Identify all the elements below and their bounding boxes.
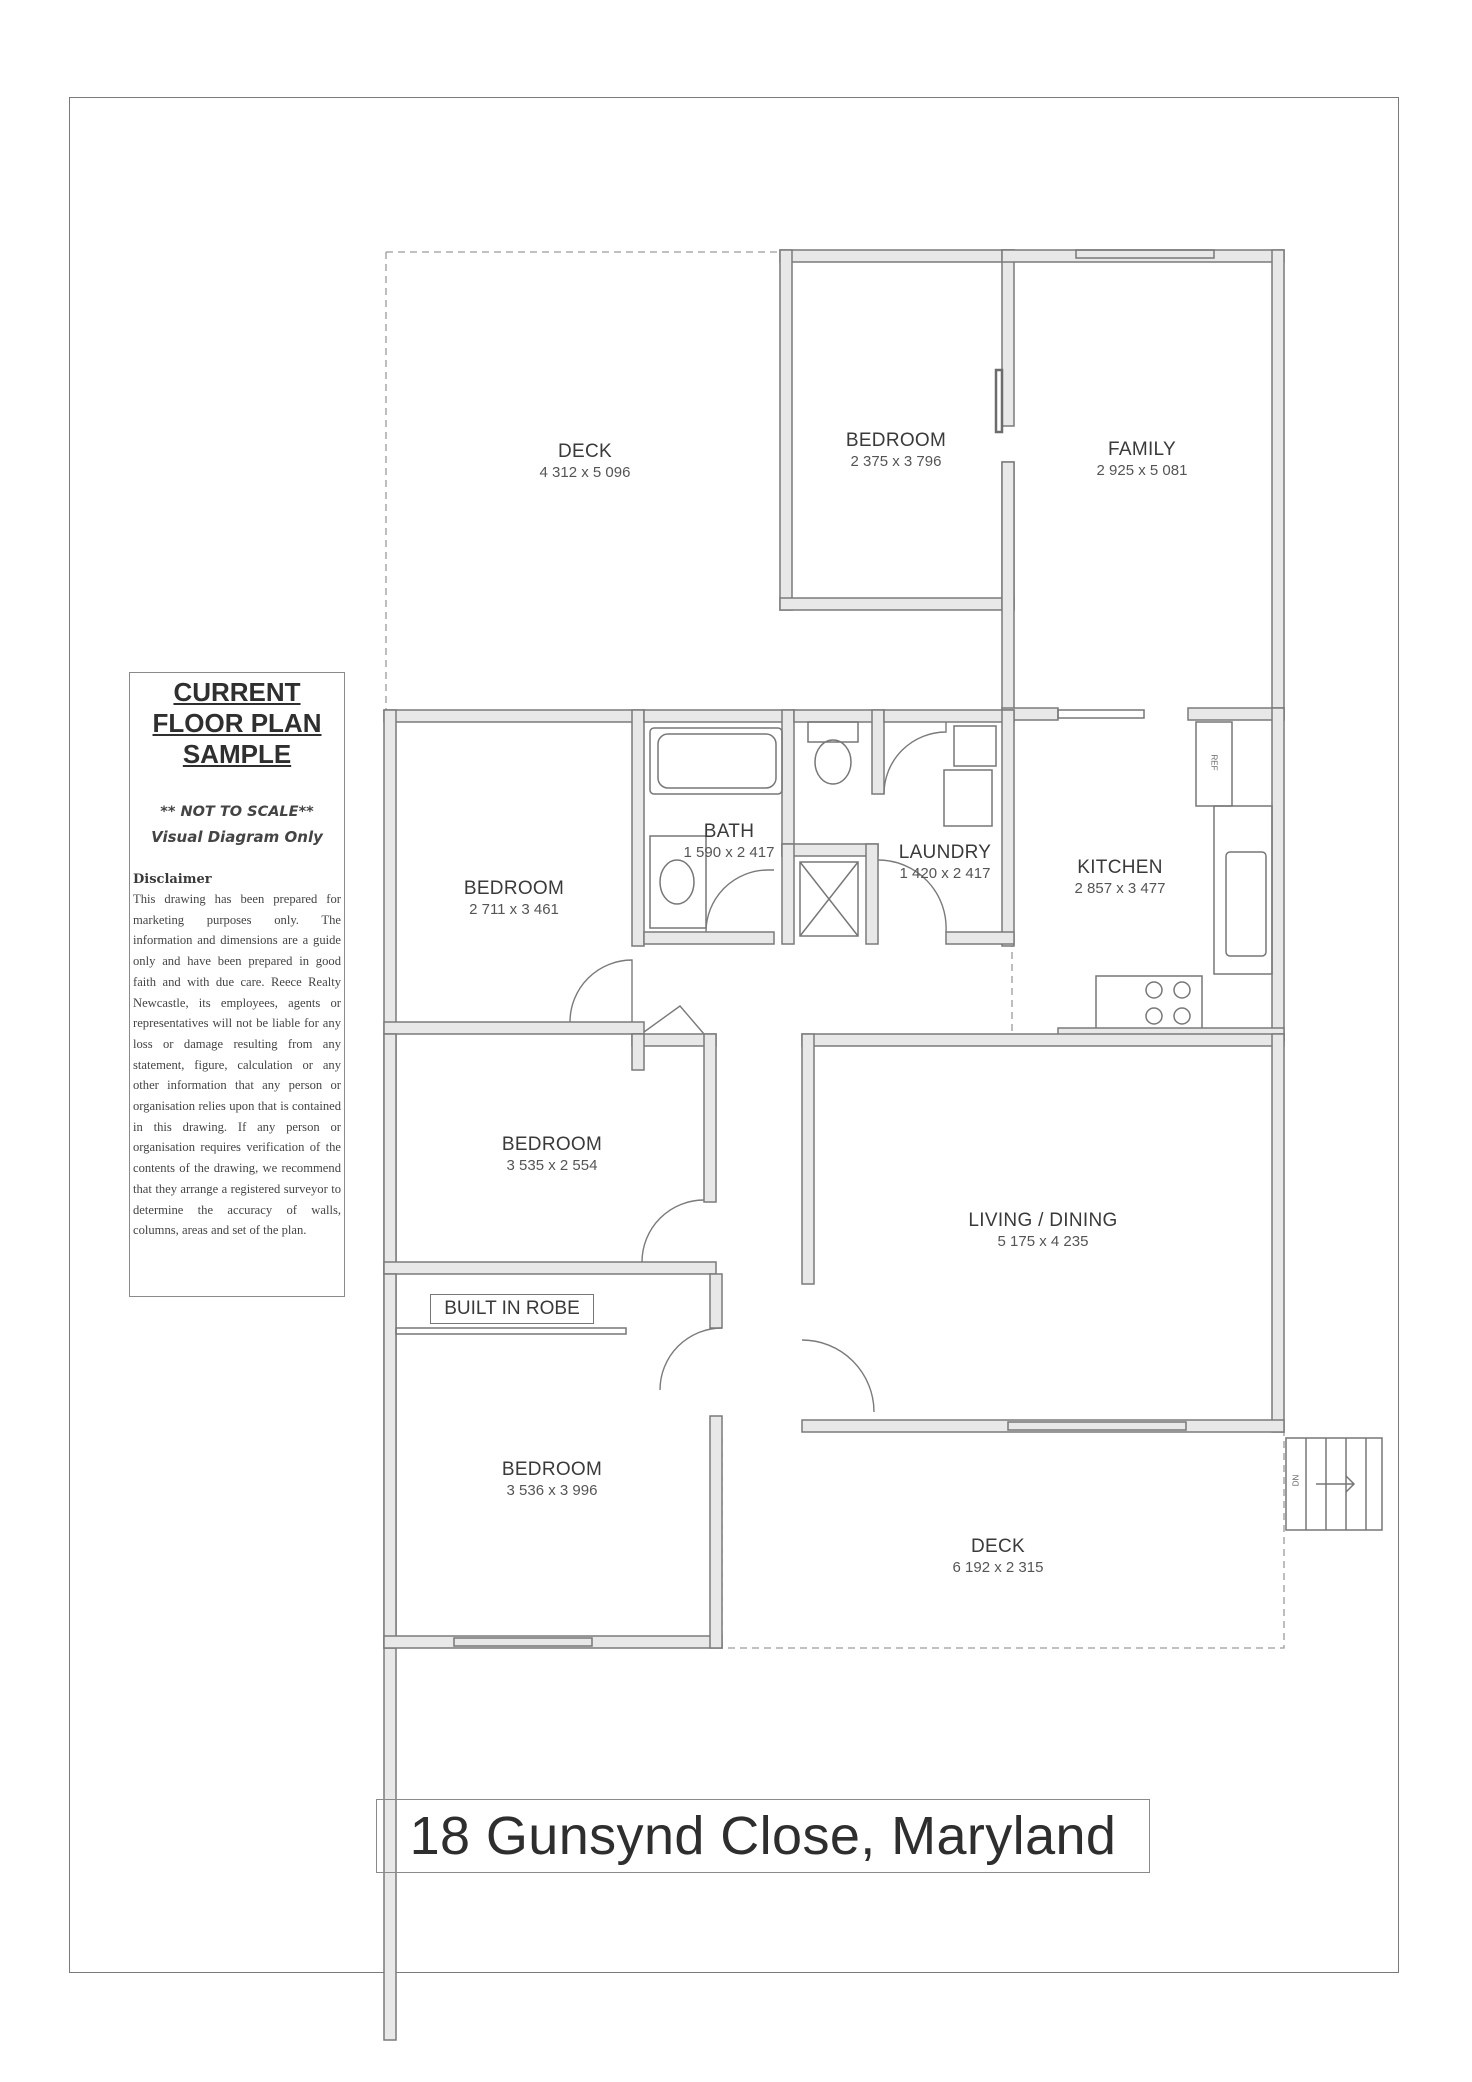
room-dimensions: 1 420 x 2 417 — [899, 865, 991, 882]
room-dimensions: 4 312 x 5 096 — [539, 464, 631, 481]
room-living-dining — [968, 1210, 1117, 1250]
kitchen-bench — [1214, 806, 1272, 974]
room-dimensions: 6 192 x 2 315 — [952, 1559, 1044, 1576]
notice-panel — [129, 672, 345, 1297]
notice-title-line: SAMPLE — [182, 739, 292, 769]
toilet — [815, 740, 851, 784]
room-laundry — [899, 842, 992, 882]
room-name: BATH — [703, 821, 755, 842]
room-dimensions: 5 175 x 4 235 — [997, 1233, 1089, 1250]
fridge-label: REF — [1209, 754, 1219, 771]
built-in-robe-label: BUILT IN ROBE — [430, 1294, 594, 1324]
room-name: BEDROOM — [501, 1459, 603, 1480]
room-name: BEDROOM — [463, 878, 565, 899]
room-bath — [684, 821, 775, 861]
disclaimer-heading: Disclaimer — [133, 872, 212, 887]
room-bedroom-left — [464, 878, 564, 918]
wc-shower — [782, 710, 946, 944]
room-kitchen — [1075, 857, 1166, 897]
room-dimensions: 3 535 x 2 554 — [506, 1157, 598, 1174]
room-dimensions: 1 590 x 2 417 — [683, 844, 775, 861]
room-dimensions: 2 711 x 3 461 — [469, 901, 559, 918]
bathtub — [650, 728, 782, 794]
property-address: 18 Gunsynd Close, Maryland — [409, 1806, 1117, 1866]
robe-slider — [396, 1328, 626, 1334]
bedroom-mid-door[interactable] — [642, 1200, 704, 1262]
room-name: FAMILY — [1108, 439, 1176, 460]
room-bedroom-bottom — [502, 1459, 602, 1499]
bath-door[interactable] — [706, 870, 774, 932]
room-dimensions: 2 375 x 3 796 — [850, 453, 942, 470]
bedroom-top-door-leaf — [996, 370, 1002, 432]
disclaimer-text: This drawing has been prepared for marketing purposes only. The information and dimensions are a guide only and have been prepared in good faith and with due care. Reece Realty Newcastle, its employees, agents or representatives will not be liable for any loss or damage resulting from any statement, figure, calculation or any other information that any person or organisation relies upon that is contained in this drawing. If any person or organisation requires verification of the contents of the drawing, we recommend that they arrange a registered surveyor to determine the accuracy of walls, columns, areas and set of the plan. — [133, 892, 341, 1238]
room-name: LAUNDRY — [898, 842, 992, 863]
room-bedroom-mid — [502, 1134, 602, 1174]
sink — [1226, 852, 1266, 956]
room-name: BEDROOM — [501, 1134, 603, 1155]
visual-diagram-note: Visual Diagram Only — [151, 828, 323, 846]
washer — [944, 770, 992, 826]
room-dimensions: 2 857 x 3 477 — [1074, 880, 1166, 897]
room-name: KITCHEN — [1077, 857, 1163, 878]
laundry-walls — [878, 710, 1014, 946]
room-bedroom-top — [846, 430, 946, 470]
room-deck-top — [540, 441, 631, 481]
notice-title-line: FLOOR PLAN — [152, 708, 322, 738]
room-family — [1097, 439, 1188, 479]
bedroom-left-door[interactable] — [570, 960, 632, 1022]
kitchen-opening-outline — [1012, 940, 1058, 1040]
room-dimensions: 2 925 x 5 081 — [1096, 462, 1188, 479]
living-door[interactable] — [802, 1340, 874, 1412]
bedroom-bottom-door[interactable] — [660, 1328, 722, 1390]
stairs — [1286, 1438, 1382, 1530]
room-dimensions: 3 536 x 3 996 — [506, 1482, 598, 1499]
family-walls — [1002, 250, 1284, 720]
linen-door[interactable] — [644, 1006, 704, 1034]
room-name: DECK — [970, 1536, 1025, 1557]
address-box — [376, 1799, 1150, 1873]
room-name: LIVING / DINING — [968, 1210, 1118, 1231]
not-to-scale-note: ** NOT TO SCALE** — [160, 804, 314, 820]
notice-title-line: CURRENT — [173, 677, 301, 707]
wc-door[interactable] — [884, 720, 946, 794]
deck-top-outline — [386, 252, 780, 716]
room-deck-bottom — [953, 1536, 1044, 1576]
laundry-tub — [954, 726, 996, 766]
family-slider — [1058, 710, 1144, 718]
stairs-label: DN — [1291, 1474, 1301, 1487]
notice-title — [130, 677, 344, 770]
room-name: DECK — [557, 441, 612, 462]
room-name: BEDROOM — [845, 430, 947, 451]
